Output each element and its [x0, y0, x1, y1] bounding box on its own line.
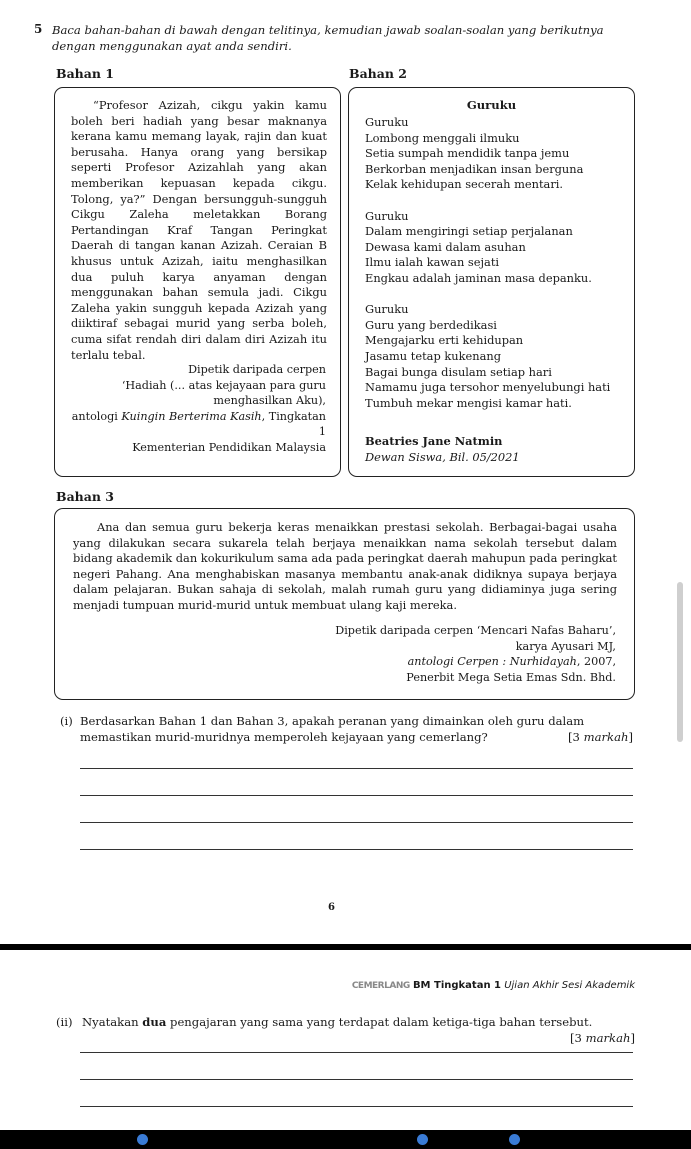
- poem-stanza-3: [365, 302, 627, 411]
- poem-line: Namamu juga tersohor menyelubungi hati: [365, 380, 611, 395]
- q2-text-bold: dua: [142, 1015, 167, 1029]
- q2-marks-suffix: ]: [630, 1031, 635, 1045]
- bahan3-label: Bahan 3: [56, 489, 114, 504]
- q1-text: Berdasarkan Bahan 1 dan Bahan 3, apakah peranan yang dimainkan oleh guru dalam memastikan murid-muridnya memperoleh kejayaan yang cemerlang?: [80, 714, 585, 744]
- poem-line: Dalam mengiringi setiap perjalanan: [365, 224, 573, 239]
- q2-number: (ii): [56, 1015, 73, 1029]
- q1-marks-prefix: [3: [568, 730, 584, 744]
- poem-line: Dewasa kami dalam asuhan: [365, 239, 526, 254]
- scrollbar[interactable]: [677, 582, 683, 742]
- bahan3-source-line1: Dipetik daripada cerpen ‘Mencari Nafas Baharu’,: [335, 624, 616, 637]
- nav-marker-icon[interactable]: [417, 1134, 428, 1145]
- poem-line: Guru yang berdedikasi: [365, 317, 497, 332]
- q2-text-a: Nyatakan: [82, 1015, 143, 1029]
- poem-title: Guruku: [466, 98, 517, 112]
- bahan1-source-line3: menghasilkan Aku),: [213, 394, 326, 408]
- bahan1-source-line4: [66, 409, 326, 440]
- poem-line: Ilmu ialah kawan sejati: [365, 255, 500, 270]
- answer-line[interactable]: [80, 1052, 633, 1053]
- poem-line: Engkau adalah jaminan masa depanku.: [365, 270, 592, 285]
- q2-text-b: pengajaran yang sama yang terdapat dalam ketiga-tiga bahan tersebut.: [166, 1015, 593, 1029]
- poem-stanza-2: [365, 209, 627, 287]
- subject-label: BM Tingkatan 1: [412, 980, 502, 991]
- poem-line: Kelak kehidupan secerah mentari.: [365, 177, 564, 192]
- q2-block: [82, 1014, 635, 1046]
- poem-line: Bagai bunga disulam setiap hari: [365, 364, 552, 379]
- question-number: 5: [34, 22, 43, 36]
- bahan1-box: [54, 87, 341, 477]
- exam-label: Ujian Akhir Sesi Akademik: [504, 980, 635, 991]
- bahan3-source-line2: karya Ayusari MJ,: [515, 639, 616, 653]
- answer-line[interactable]: [80, 768, 633, 769]
- q2-marks-prefix: [3: [570, 1031, 586, 1045]
- poem-line: Setia sumpah mendidik tanpa jemu: [365, 146, 570, 161]
- poem-line: Berkorban menjadikan insan berguna: [365, 161, 584, 176]
- poem-line: Jasamu tetap kukenang: [365, 348, 501, 363]
- bahan3-source-line3: [216, 654, 616, 670]
- bahan1-source-prefix: antologi: [71, 409, 122, 423]
- nav-marker-icon[interactable]: [137, 1134, 148, 1145]
- bahan3-source-line4: Penerbit Mega Setia Emas Sdn. Bhd.: [406, 670, 616, 684]
- q2-marks: [570, 1030, 635, 1046]
- poem-source: Dewan Siswa, Bil. 05/2021: [365, 450, 520, 464]
- poem-author: Beatries Jane Natmin: [365, 434, 503, 448]
- q2-marks-word: markah: [585, 1031, 631, 1045]
- q1-marks-suffix: ]: [628, 730, 633, 744]
- bahan1-source: [66, 362, 326, 456]
- poem-line: Lombong menggali ilmuku: [365, 130, 520, 145]
- poem-line: Tumbuh mekar mengisi kamar hati.: [365, 395, 572, 410]
- bahan3-source-year: , 2007,: [576, 655, 616, 669]
- bahan3-box: [54, 508, 635, 700]
- poem-line: Mengajarku erti kehidupan: [365, 333, 524, 348]
- publisher-logo: CEMERLANG: [351, 981, 410, 991]
- bottom-toolbar: [0, 1130, 691, 1149]
- question-instruction: Baca bahan-bahan di bawah dengan telitinya, kemudian jawab soalan-soalan yang berikutnya dengan menggunakan ayat anda sendiri.: [52, 23, 604, 53]
- bahan3-text: Ana dan semua guru bekerja keras menaikkan prestasi sekolah. Berbagai-bagai usaha yang dilakukan secara sukarela telah berjaya menaikkan nama sekolah tersebut dalam bidang akademik dan kokurikulum sama ada pada peringkat daerah mahupun pada peringkat negeri Pahang. Ana menghabiskan masanya membantu anak-anak didiknya supaya berjaya dalam pelajaran. Bukan sahaja di sekolah, malah rumah guru yang didiaminya juga sering menjadi tumpuan murid-murid untuk membuat ulang kaji mereka.: [73, 520, 617, 612]
- answer-line[interactable]: [80, 1079, 633, 1080]
- bahan1-text: “Profesor Azizah, cikgu yakin kamu boleh beri hadiah yang besar maknanya kerana kamu memang layak, rajin dan kuat berusaha. Hanya orang yang bersikap seperti Profesor Azizahlah yang akan memberikan kepuasan kepada cikgu. Tolong, ya?” Dengan bersungguh-sungguh Cikgu Zaleha meletakkan Borang Pertandingan Kraf Tangan Peringkat Daerah di tangan kanan Azizah. Ceraian B khusus untuk Azizah, iaitu menghasilkan dua puluh karya anyaman dengan menggunakan bahan semula jadi. Cikgu Zaleha yakin sungguh kepada Azizah yang diiktiraf sebagai murid yang serba boleh, cuma sifat rendah diri dalam diri Azizah itu terlalu tebal.: [71, 98, 327, 362]
- q1-marks-word: markah: [583, 730, 629, 744]
- page-number: 6: [328, 902, 335, 913]
- page-divider: [0, 944, 691, 950]
- poem-line: Guruku: [365, 302, 409, 317]
- answer-line[interactable]: [80, 1106, 633, 1107]
- bahan1-source-line1: Dipetik daripada cerpen: [188, 363, 326, 376]
- bahan2-box: [348, 87, 635, 477]
- q1-block: [80, 713, 633, 745]
- poem-line: Guruku: [365, 208, 409, 223]
- page-header: [352, 980, 635, 991]
- bahan3-source-title: antologi Cerpen : Nurhidayah: [407, 655, 577, 669]
- bahan1-source-line2: ‘Hadiah (... atas kejayaan para guru: [121, 378, 326, 392]
- bahan1-source-suffix: , Tingkatan 1: [261, 409, 326, 439]
- answer-line[interactable]: [80, 849, 633, 850]
- bahan1-source-title: Kuingin Berterima Kasih: [121, 409, 262, 423]
- q1-marks: [568, 729, 633, 745]
- bahan3-source: [216, 623, 616, 685]
- bahan1-label: Bahan 1: [56, 66, 114, 81]
- q1-number: (i): [60, 714, 73, 728]
- poem-body: [365, 115, 627, 427]
- bahan2-label: Bahan 2: [349, 66, 407, 81]
- poem-stanza-1: [365, 115, 627, 193]
- nav-marker-icon[interactable]: [509, 1134, 520, 1145]
- answer-line[interactable]: [80, 822, 633, 823]
- bahan1-source-line5: Kementerian Pendidikan Malaysia: [132, 440, 326, 454]
- poem-line: Guruku: [365, 115, 409, 129]
- answer-line[interactable]: [80, 795, 633, 796]
